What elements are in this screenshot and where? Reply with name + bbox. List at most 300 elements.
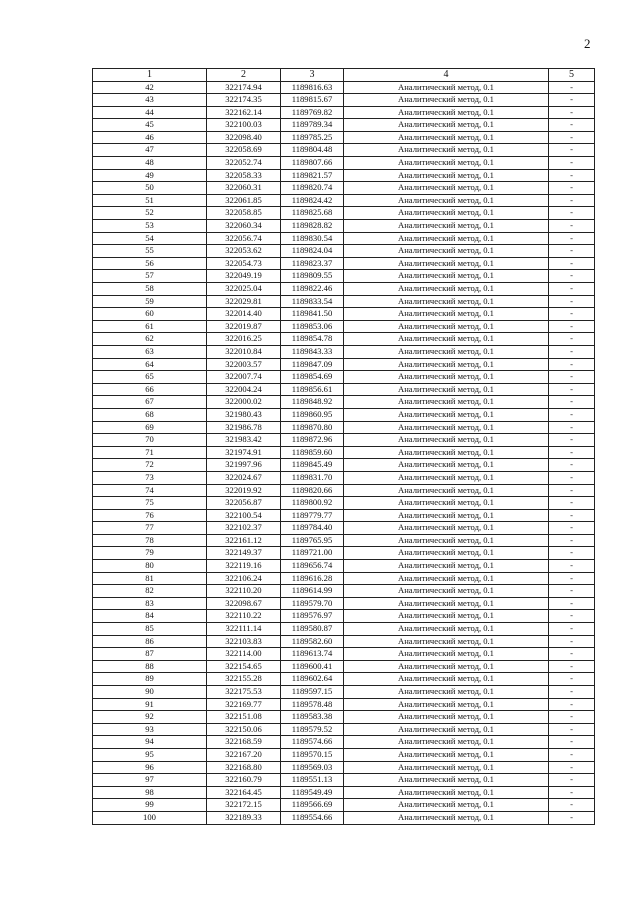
y-coordinate-cell: 1189854.78 bbox=[281, 333, 344, 346]
y-coordinate-cell: 1189721.00 bbox=[281, 547, 344, 560]
x-coordinate-cell: 322154.65 bbox=[207, 660, 281, 673]
note-cell: - bbox=[549, 421, 595, 434]
note-cell: - bbox=[549, 194, 595, 207]
x-coordinate-cell: 321974.91 bbox=[207, 446, 281, 459]
header-col-3: 3 bbox=[281, 69, 344, 82]
note-cell: - bbox=[549, 232, 595, 245]
y-coordinate-cell: 1189554.66 bbox=[281, 811, 344, 824]
x-coordinate-cell: 322058.85 bbox=[207, 207, 281, 220]
point-number-cell: 44 bbox=[93, 106, 207, 119]
point-number-cell: 88 bbox=[93, 660, 207, 673]
point-number-cell: 85 bbox=[93, 623, 207, 636]
y-coordinate-cell: 1189823.37 bbox=[281, 257, 344, 270]
note-cell: - bbox=[549, 257, 595, 270]
x-coordinate-cell: 322100.54 bbox=[207, 509, 281, 522]
x-coordinate-cell: 322014.40 bbox=[207, 308, 281, 321]
y-coordinate-cell: 1189815.67 bbox=[281, 94, 344, 107]
y-coordinate-cell: 1189582.60 bbox=[281, 635, 344, 648]
y-coordinate-cell: 1189816.63 bbox=[281, 81, 344, 94]
point-number-cell: 51 bbox=[93, 194, 207, 207]
y-coordinate-cell: 1189820.74 bbox=[281, 182, 344, 195]
note-cell: - bbox=[549, 711, 595, 724]
header-col-4: 4 bbox=[344, 69, 549, 82]
method-cell: Аналитический метод, 0.1 bbox=[344, 799, 549, 812]
note-cell: - bbox=[549, 673, 595, 686]
x-coordinate-cell: 322155.28 bbox=[207, 673, 281, 686]
note-cell: - bbox=[549, 648, 595, 661]
method-cell: Аналитический метод, 0.1 bbox=[344, 610, 549, 623]
method-cell: Аналитический метод, 0.1 bbox=[344, 761, 549, 774]
y-coordinate-cell: 1189613.74 bbox=[281, 648, 344, 661]
table-row bbox=[93, 207, 595, 220]
note-cell: - bbox=[549, 308, 595, 321]
method-cell: Аналитический метод, 0.1 bbox=[344, 144, 549, 157]
method-cell: Аналитический метод, 0.1 bbox=[344, 421, 549, 434]
y-coordinate-cell: 1189580.87 bbox=[281, 623, 344, 636]
table-row bbox=[93, 534, 595, 547]
y-coordinate-cell: 1189616.28 bbox=[281, 572, 344, 585]
point-number-cell: 97 bbox=[93, 774, 207, 787]
note-cell: - bbox=[549, 106, 595, 119]
x-coordinate-cell: 321980.43 bbox=[207, 408, 281, 421]
note-cell: - bbox=[549, 623, 595, 636]
x-coordinate-cell: 322007.74 bbox=[207, 371, 281, 384]
x-coordinate-cell: 322149.37 bbox=[207, 547, 281, 560]
y-coordinate-cell: 1189789.34 bbox=[281, 119, 344, 132]
table-row bbox=[93, 182, 595, 195]
table-row bbox=[93, 383, 595, 396]
method-cell: Аналитический метод, 0.1 bbox=[344, 94, 549, 107]
table-row bbox=[93, 94, 595, 107]
point-number-cell: 48 bbox=[93, 157, 207, 170]
table-row bbox=[93, 597, 595, 610]
note-cell: - bbox=[549, 597, 595, 610]
point-number-cell: 57 bbox=[93, 270, 207, 283]
y-coordinate-cell: 1189784.40 bbox=[281, 522, 344, 535]
y-coordinate-cell: 1189859.60 bbox=[281, 446, 344, 459]
point-number-cell: 99 bbox=[93, 799, 207, 812]
method-cell: Аналитический метод, 0.1 bbox=[344, 308, 549, 321]
method-cell: Аналитический метод, 0.1 bbox=[344, 157, 549, 170]
note-cell: - bbox=[549, 585, 595, 598]
x-coordinate-cell: 322175.53 bbox=[207, 686, 281, 699]
x-coordinate-cell: 322029.81 bbox=[207, 295, 281, 308]
point-number-cell: 42 bbox=[93, 81, 207, 94]
method-cell: Аналитический метод, 0.1 bbox=[344, 748, 549, 761]
table-row bbox=[93, 295, 595, 308]
method-cell: Аналитический метод, 0.1 bbox=[344, 320, 549, 333]
note-cell: - bbox=[549, 736, 595, 749]
table-row bbox=[93, 711, 595, 724]
table-row bbox=[93, 257, 595, 270]
x-coordinate-cell: 322049.19 bbox=[207, 270, 281, 283]
y-coordinate-cell: 1189843.33 bbox=[281, 345, 344, 358]
table-row bbox=[93, 308, 595, 321]
note-cell: - bbox=[549, 434, 595, 447]
method-cell: Аналитический метод, 0.1 bbox=[344, 131, 549, 144]
point-number-cell: 95 bbox=[93, 748, 207, 761]
x-coordinate-cell: 322100.03 bbox=[207, 119, 281, 132]
point-number-cell: 74 bbox=[93, 484, 207, 497]
y-coordinate-cell: 1189860.95 bbox=[281, 408, 344, 421]
method-cell: Аналитический метод, 0.1 bbox=[344, 572, 549, 585]
method-cell: Аналитический метод, 0.1 bbox=[344, 497, 549, 510]
header-row bbox=[93, 69, 595, 82]
note-cell: - bbox=[549, 371, 595, 384]
x-coordinate-cell: 322056.74 bbox=[207, 232, 281, 245]
note-cell: - bbox=[549, 345, 595, 358]
x-coordinate-cell: 321983.42 bbox=[207, 434, 281, 447]
method-cell: Аналитический метод, 0.1 bbox=[344, 371, 549, 384]
y-coordinate-cell: 1189804.48 bbox=[281, 144, 344, 157]
note-cell: - bbox=[549, 748, 595, 761]
table-row bbox=[93, 748, 595, 761]
point-number-cell: 58 bbox=[93, 283, 207, 296]
note-cell: - bbox=[549, 811, 595, 824]
x-coordinate-cell: 322110.20 bbox=[207, 585, 281, 598]
method-cell: Аналитический метод, 0.1 bbox=[344, 623, 549, 636]
note-cell: - bbox=[549, 723, 595, 736]
y-coordinate-cell: 1189551.13 bbox=[281, 774, 344, 787]
note-cell: - bbox=[549, 182, 595, 195]
method-cell: Аналитический метод, 0.1 bbox=[344, 648, 549, 661]
x-coordinate-cell: 322174.35 bbox=[207, 94, 281, 107]
y-coordinate-cell: 1189769.82 bbox=[281, 106, 344, 119]
table-row bbox=[93, 471, 595, 484]
method-cell: Аналитический метод, 0.1 bbox=[344, 408, 549, 421]
note-cell: - bbox=[549, 484, 595, 497]
table-row bbox=[93, 434, 595, 447]
y-coordinate-cell: 1189824.04 bbox=[281, 245, 344, 258]
method-cell: Аналитический метод, 0.1 bbox=[344, 673, 549, 686]
x-coordinate-cell: 322056.87 bbox=[207, 497, 281, 510]
method-cell: Аналитический метод, 0.1 bbox=[344, 232, 549, 245]
y-coordinate-cell: 1189579.52 bbox=[281, 723, 344, 736]
method-cell: Аналитический метод, 0.1 bbox=[344, 434, 549, 447]
point-number-cell: 80 bbox=[93, 560, 207, 573]
x-coordinate-cell: 322168.59 bbox=[207, 736, 281, 749]
x-coordinate-cell: 322060.31 bbox=[207, 182, 281, 195]
note-cell: - bbox=[549, 295, 595, 308]
x-coordinate-cell: 322019.92 bbox=[207, 484, 281, 497]
x-coordinate-cell: 322169.77 bbox=[207, 698, 281, 711]
method-cell: Аналитический метод, 0.1 bbox=[344, 358, 549, 371]
point-number-cell: 66 bbox=[93, 383, 207, 396]
method-cell: Аналитический метод, 0.1 bbox=[344, 169, 549, 182]
table-row bbox=[93, 673, 595, 686]
x-coordinate-cell: 322024.67 bbox=[207, 471, 281, 484]
method-cell: Аналитический метод, 0.1 bbox=[344, 182, 549, 195]
table-row bbox=[93, 157, 595, 170]
point-number-cell: 90 bbox=[93, 686, 207, 699]
table-row bbox=[93, 194, 595, 207]
x-coordinate-cell: 322010.84 bbox=[207, 345, 281, 358]
note-cell: - bbox=[549, 774, 595, 787]
x-coordinate-cell: 321986.78 bbox=[207, 421, 281, 434]
method-cell: Аналитический метод, 0.1 bbox=[344, 698, 549, 711]
x-coordinate-cell: 322000.02 bbox=[207, 396, 281, 409]
point-number-cell: 100 bbox=[93, 811, 207, 824]
point-number-cell: 94 bbox=[93, 736, 207, 749]
method-cell: Аналитический метод, 0.1 bbox=[344, 220, 549, 233]
note-cell: - bbox=[549, 522, 595, 535]
note-cell: - bbox=[549, 408, 595, 421]
point-number-cell: 96 bbox=[93, 761, 207, 774]
table-row bbox=[93, 698, 595, 711]
note-cell: - bbox=[549, 220, 595, 233]
note-cell: - bbox=[549, 786, 595, 799]
x-coordinate-cell: 322016.25 bbox=[207, 333, 281, 346]
y-coordinate-cell: 1189825.68 bbox=[281, 207, 344, 220]
note-cell: - bbox=[549, 799, 595, 812]
header-col-5: 5 bbox=[549, 69, 595, 82]
table-row bbox=[93, 320, 595, 333]
table-row bbox=[93, 774, 595, 787]
note-cell: - bbox=[549, 698, 595, 711]
x-coordinate-cell: 322119.16 bbox=[207, 560, 281, 573]
y-coordinate-cell: 1189578.48 bbox=[281, 698, 344, 711]
method-cell: Аналитический метод, 0.1 bbox=[344, 547, 549, 560]
method-cell: Аналитический метод, 0.1 bbox=[344, 446, 549, 459]
method-cell: Аналитический метод, 0.1 bbox=[344, 345, 549, 358]
method-cell: Аналитический метод, 0.1 bbox=[344, 522, 549, 535]
note-cell: - bbox=[549, 245, 595, 258]
x-coordinate-cell: 322004.24 bbox=[207, 383, 281, 396]
note-cell: - bbox=[549, 534, 595, 547]
note-cell: - bbox=[549, 131, 595, 144]
table-row bbox=[93, 408, 595, 421]
y-coordinate-cell: 1189854.69 bbox=[281, 371, 344, 384]
point-number-cell: 84 bbox=[93, 610, 207, 623]
y-coordinate-cell: 1189830.54 bbox=[281, 232, 344, 245]
note-cell: - bbox=[549, 572, 595, 585]
method-cell: Аналитический метод, 0.1 bbox=[344, 534, 549, 547]
table-row bbox=[93, 245, 595, 258]
note-cell: - bbox=[549, 497, 595, 510]
note-cell: - bbox=[549, 169, 595, 182]
note-cell: - bbox=[549, 144, 595, 157]
table-row bbox=[93, 560, 595, 573]
method-cell: Аналитический метод, 0.1 bbox=[344, 333, 549, 346]
y-coordinate-cell: 1189570.15 bbox=[281, 748, 344, 761]
point-number-cell: 73 bbox=[93, 471, 207, 484]
y-coordinate-cell: 1189656.74 bbox=[281, 560, 344, 573]
method-cell: Аналитический метод, 0.1 bbox=[344, 81, 549, 94]
table-row bbox=[93, 358, 595, 371]
point-number-cell: 98 bbox=[93, 786, 207, 799]
point-number-cell: 81 bbox=[93, 572, 207, 585]
page-number: 2 bbox=[584, 36, 591, 51]
table-row bbox=[93, 169, 595, 182]
note-cell: - bbox=[549, 207, 595, 220]
point-number-cell: 79 bbox=[93, 547, 207, 560]
y-coordinate-cell: 1189600.41 bbox=[281, 660, 344, 673]
point-number-cell: 78 bbox=[93, 534, 207, 547]
x-coordinate-cell: 322025.04 bbox=[207, 283, 281, 296]
method-cell: Аналитический метод, 0.1 bbox=[344, 811, 549, 824]
x-coordinate-cell: 322098.40 bbox=[207, 131, 281, 144]
x-coordinate-cell: 322019.87 bbox=[207, 320, 281, 333]
method-cell: Аналитический метод, 0.1 bbox=[344, 106, 549, 119]
table-row bbox=[93, 736, 595, 749]
method-cell: Аналитический метод, 0.1 bbox=[344, 471, 549, 484]
y-coordinate-cell: 1189848.92 bbox=[281, 396, 344, 409]
table-row bbox=[93, 446, 595, 459]
table-row bbox=[93, 232, 595, 245]
note-cell: - bbox=[549, 383, 595, 396]
method-cell: Аналитический метод, 0.1 bbox=[344, 270, 549, 283]
table-row bbox=[93, 497, 595, 510]
method-cell: Аналитический метод, 0.1 bbox=[344, 774, 549, 787]
x-coordinate-cell: 322061.85 bbox=[207, 194, 281, 207]
table-row bbox=[93, 799, 595, 812]
table-row bbox=[93, 396, 595, 409]
method-cell: Аналитический метод, 0.1 bbox=[344, 686, 549, 699]
table-row bbox=[93, 660, 595, 673]
point-number-cell: 82 bbox=[93, 585, 207, 598]
note-cell: - bbox=[549, 333, 595, 346]
note-cell: - bbox=[549, 660, 595, 673]
table-row bbox=[93, 811, 595, 824]
x-coordinate-cell: 322189.33 bbox=[207, 811, 281, 824]
point-number-cell: 56 bbox=[93, 257, 207, 270]
coordinates-table bbox=[92, 68, 595, 825]
x-coordinate-cell: 322151.08 bbox=[207, 711, 281, 724]
x-coordinate-cell: 322168.80 bbox=[207, 761, 281, 774]
table-row bbox=[93, 522, 595, 535]
note-cell: - bbox=[549, 560, 595, 573]
point-number-cell: 68 bbox=[93, 408, 207, 421]
point-number-cell: 93 bbox=[93, 723, 207, 736]
note-cell: - bbox=[549, 635, 595, 648]
point-number-cell: 91 bbox=[93, 698, 207, 711]
note-cell: - bbox=[549, 94, 595, 107]
x-coordinate-cell: 322174.94 bbox=[207, 81, 281, 94]
x-coordinate-cell: 322114.00 bbox=[207, 648, 281, 661]
table-row bbox=[93, 484, 595, 497]
y-coordinate-cell: 1189853.06 bbox=[281, 320, 344, 333]
header-col-2: 2 bbox=[207, 69, 281, 82]
x-coordinate-cell: 322160.79 bbox=[207, 774, 281, 787]
y-coordinate-cell: 1189807.66 bbox=[281, 157, 344, 170]
y-coordinate-cell: 1189583.38 bbox=[281, 711, 344, 724]
y-coordinate-cell: 1189856.61 bbox=[281, 383, 344, 396]
y-coordinate-cell: 1189809.55 bbox=[281, 270, 344, 283]
table-row bbox=[93, 585, 595, 598]
note-cell: - bbox=[549, 157, 595, 170]
x-coordinate-cell: 322052.74 bbox=[207, 157, 281, 170]
table-row bbox=[93, 761, 595, 774]
note-cell: - bbox=[549, 396, 595, 409]
method-cell: Аналитический метод, 0.1 bbox=[344, 283, 549, 296]
table-row bbox=[93, 371, 595, 384]
y-coordinate-cell: 1189549.49 bbox=[281, 786, 344, 799]
note-cell: - bbox=[549, 509, 595, 522]
point-number-cell: 50 bbox=[93, 182, 207, 195]
point-number-cell: 59 bbox=[93, 295, 207, 308]
note-cell: - bbox=[549, 358, 595, 371]
method-cell: Аналитический метод, 0.1 bbox=[344, 736, 549, 749]
y-coordinate-cell: 1189847.09 bbox=[281, 358, 344, 371]
x-coordinate-cell: 322060.34 bbox=[207, 220, 281, 233]
x-coordinate-cell: 322111.14 bbox=[207, 623, 281, 636]
y-coordinate-cell: 1189822.46 bbox=[281, 283, 344, 296]
y-coordinate-cell: 1189824.42 bbox=[281, 194, 344, 207]
y-coordinate-cell: 1189579.70 bbox=[281, 597, 344, 610]
point-number-cell: 75 bbox=[93, 497, 207, 510]
table-header bbox=[93, 69, 595, 82]
method-cell: Аналитический метод, 0.1 bbox=[344, 257, 549, 270]
x-coordinate-cell: 322098.67 bbox=[207, 597, 281, 610]
method-cell: Аналитический метод, 0.1 bbox=[344, 459, 549, 472]
point-number-cell: 89 bbox=[93, 673, 207, 686]
method-cell: Аналитический метод, 0.1 bbox=[344, 207, 549, 220]
x-coordinate-cell: 322150.06 bbox=[207, 723, 281, 736]
note-cell: - bbox=[549, 270, 595, 283]
y-coordinate-cell: 1189576.97 bbox=[281, 610, 344, 623]
point-number-cell: 92 bbox=[93, 711, 207, 724]
point-number-cell: 43 bbox=[93, 94, 207, 107]
note-cell: - bbox=[549, 610, 595, 623]
y-coordinate-cell: 1189779.77 bbox=[281, 509, 344, 522]
y-coordinate-cell: 1189820.66 bbox=[281, 484, 344, 497]
note-cell: - bbox=[549, 459, 595, 472]
point-number-cell: 76 bbox=[93, 509, 207, 522]
point-number-cell: 77 bbox=[93, 522, 207, 535]
y-coordinate-cell: 1189800.92 bbox=[281, 497, 344, 510]
table-row bbox=[93, 459, 595, 472]
table-row bbox=[93, 106, 595, 119]
x-coordinate-cell: 322058.33 bbox=[207, 169, 281, 182]
table-row bbox=[93, 509, 595, 522]
x-coordinate-cell: 322054.73 bbox=[207, 257, 281, 270]
table-row bbox=[93, 610, 595, 623]
y-coordinate-cell: 1189828.82 bbox=[281, 220, 344, 233]
header-col-1: 1 bbox=[93, 69, 207, 82]
y-coordinate-cell: 1189831.70 bbox=[281, 471, 344, 484]
y-coordinate-cell: 1189602.64 bbox=[281, 673, 344, 686]
point-number-cell: 60 bbox=[93, 308, 207, 321]
y-coordinate-cell: 1189870.80 bbox=[281, 421, 344, 434]
table-row bbox=[93, 421, 595, 434]
x-coordinate-cell: 322106.24 bbox=[207, 572, 281, 585]
y-coordinate-cell: 1189566.69 bbox=[281, 799, 344, 812]
table-row bbox=[93, 333, 595, 346]
y-coordinate-cell: 1189765.95 bbox=[281, 534, 344, 547]
point-number-cell: 83 bbox=[93, 597, 207, 610]
method-cell: Аналитический метод, 0.1 bbox=[344, 396, 549, 409]
point-number-cell: 86 bbox=[93, 635, 207, 648]
table-row bbox=[93, 81, 595, 94]
table-row bbox=[93, 648, 595, 661]
point-number-cell: 54 bbox=[93, 232, 207, 245]
method-cell: Аналитический метод, 0.1 bbox=[344, 560, 549, 573]
table-row bbox=[93, 723, 595, 736]
point-number-cell: 67 bbox=[93, 396, 207, 409]
point-number-cell: 52 bbox=[93, 207, 207, 220]
method-cell: Аналитический метод, 0.1 bbox=[344, 484, 549, 497]
y-coordinate-cell: 1189821.57 bbox=[281, 169, 344, 182]
x-coordinate-cell: 322053.62 bbox=[207, 245, 281, 258]
method-cell: Аналитический метод, 0.1 bbox=[344, 194, 549, 207]
y-coordinate-cell: 1189569.03 bbox=[281, 761, 344, 774]
x-coordinate-cell: 322003.57 bbox=[207, 358, 281, 371]
method-cell: Аналитический метод, 0.1 bbox=[344, 245, 549, 258]
method-cell: Аналитический метод, 0.1 bbox=[344, 635, 549, 648]
method-cell: Аналитический метод, 0.1 bbox=[344, 585, 549, 598]
point-number-cell: 72 bbox=[93, 459, 207, 472]
x-coordinate-cell: 322161.12 bbox=[207, 534, 281, 547]
